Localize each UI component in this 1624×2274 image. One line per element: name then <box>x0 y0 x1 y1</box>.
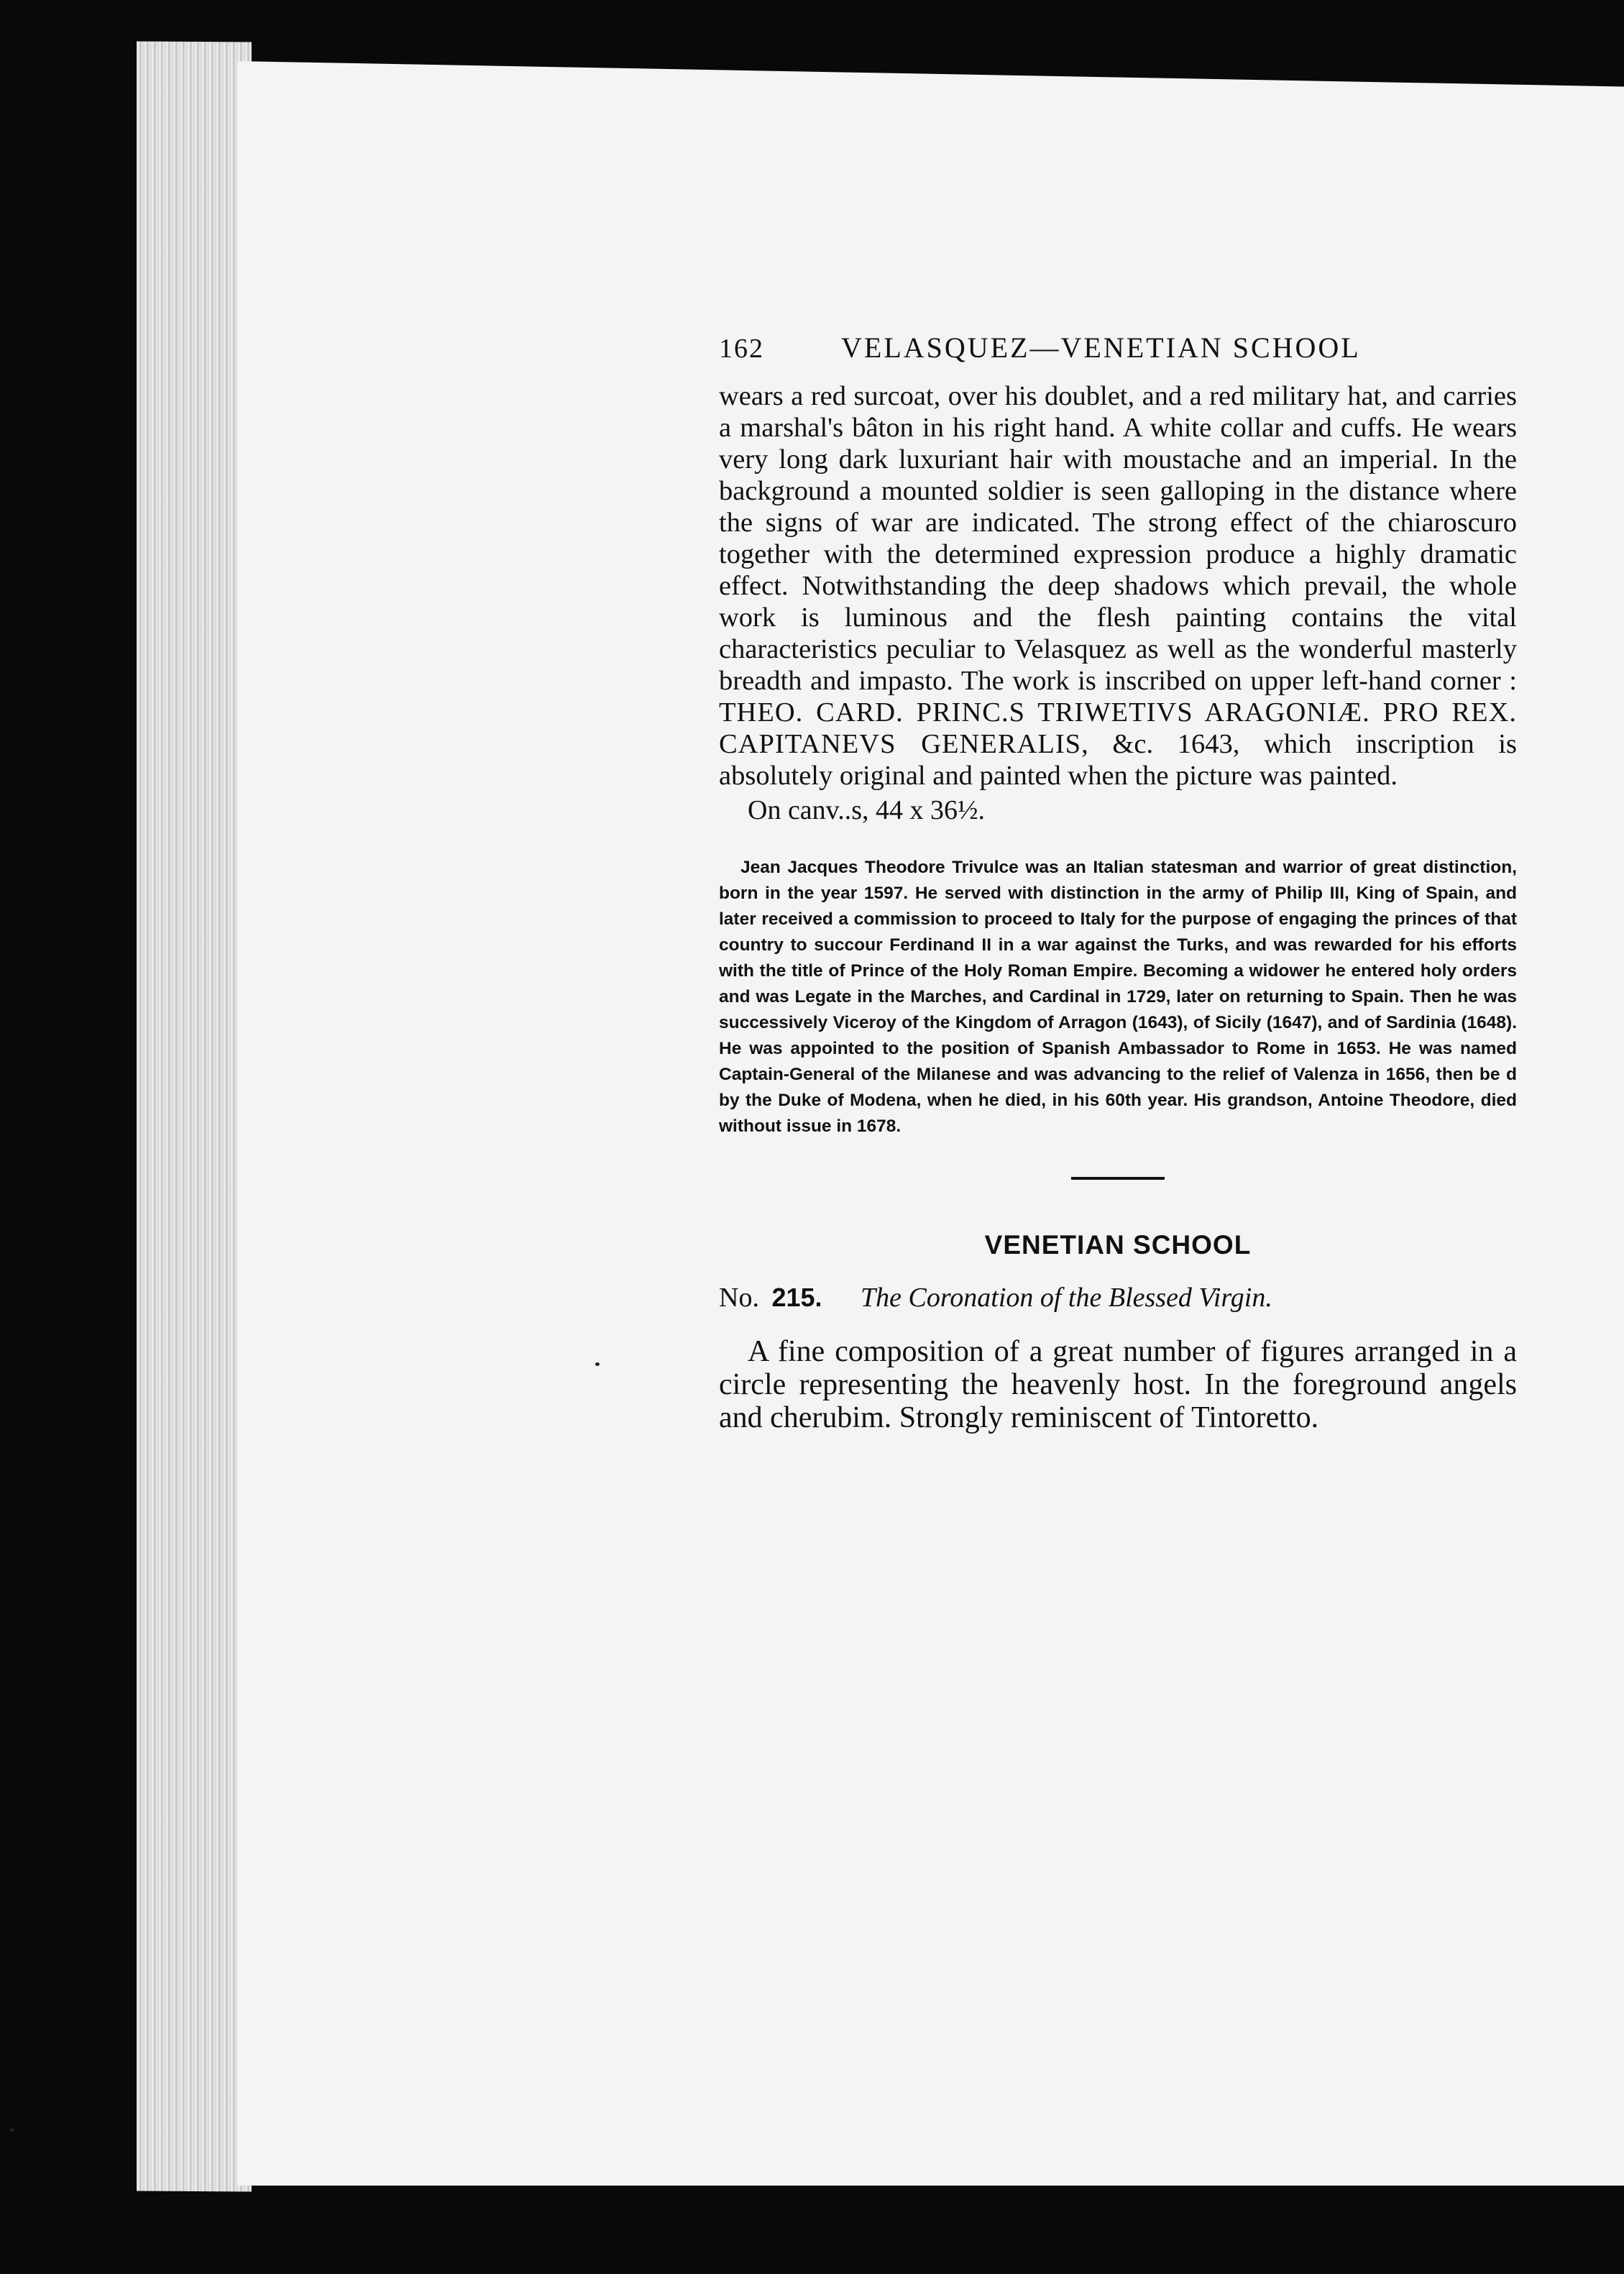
running-head <box>719 331 1517 365</box>
inscription-text: THEO. CARD. PRINC.S TRIWETIVS ARAGONIÆ. PRO REX. CAPITANEVS GENERALIS <box>719 697 1517 759</box>
main-paragraph <box>719 380 1517 792</box>
main-paragraph-tail: , &c. 1643, which inscription is absolutely original and painted when the picture was painted. <box>719 729 1517 791</box>
canvas-size: On canv..s, 44 x 36½. <box>748 795 985 825</box>
biographical-note: Jean Jacques Theodore Trivulce was an Italian statesman and warrior of great distinction, born in the year 1597. He served with distinction in the army of Philip III, King of Spain, and later received a commission to proceed to Italy for the purpose of engaging the princes of that country to succour Ferdinand II in a war against the Turks, and was rewarded for his efforts with the title of Prince of the Holy Roman Empire. Becoming a widower he entered holy orders and was Legate in the Marches, and Cardinal in 1729, later on returning to Spain. Then he was successively Viceroy of the Kingdom of Arragon (1643), of Sicily (1647), and of Sardinia (1648). He was appointed to the position of Spanish Ambassador to Rome in 1653. He was named Captain-General of the Milanese and was advancing to the relief of Valenza in 1656, then be d by the Duke of Modena, when he died, in his 60th year. His grandson, Antoine Theodore, died without issue in 1678. <box>719 858 1517 1136</box>
section-heading: VENETIAN SCHOOL <box>984 1230 1252 1260</box>
item-number-label: No. <box>719 1283 759 1313</box>
book-page-edges <box>137 41 252 2191</box>
item-title: The Coronation of the Blessed Virgin. <box>861 1283 1272 1313</box>
ink-speck <box>595 1362 600 1366</box>
item-description: A fine composition of a great number of figures arranged in a circle representing the heavenly host. In the foreground angels and cherubim. Strongly reminiscent of Tintoretto. <box>719 1335 1517 1434</box>
catalogue-entry-line <box>719 1282 1517 1313</box>
page-number: 162 <box>719 334 764 364</box>
ink-speck <box>10 2128 14 2132</box>
main-paragraph-text: wears a red surcoat, over his doublet, and a red military hat, and carries a marshal's bâton in his right hand. A white collar and cuffs. He wears very long dark luxuriant hair with moustache and an imperial. In the background a mounted soldier is seen galloping in the distance where the signs of war are indicated. The strong effect of the chiaroscuro together with the determined expression produce a highly dramatic effect. Notwithstanding the deep shadows which prevail, the whole work is luminous and the flesh painting contains the vital characteristics peculiar to Velasquez as well as the wonderful masterly breadth and impasto. The work is inscribed on upper left-hand corner : <box>719 381 1517 696</box>
item-number: 215. <box>771 1283 822 1312</box>
page-content <box>719 331 1517 1434</box>
section-divider <box>1071 1177 1165 1180</box>
running-head-title: VELASQUEZ—VENETIAN SCHOOL <box>841 331 1361 364</box>
